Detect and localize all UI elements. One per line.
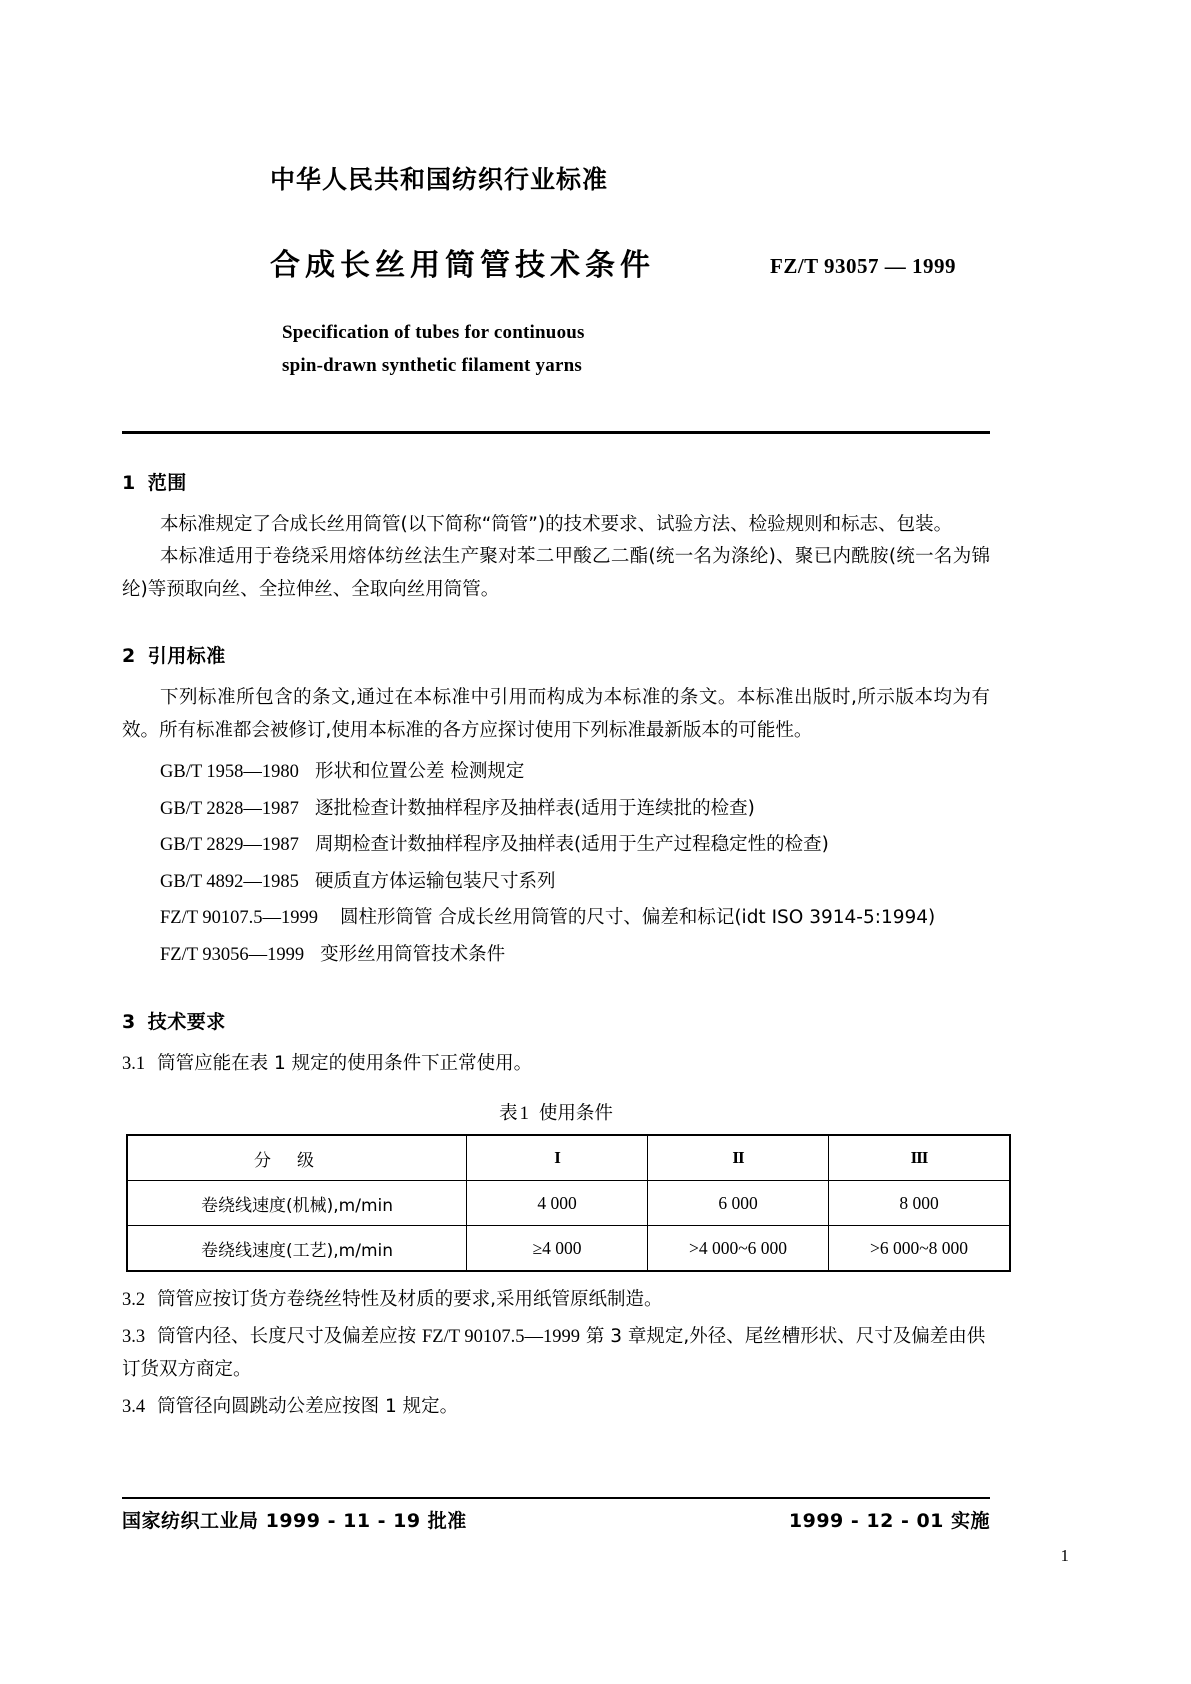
cell-process-grade-2	[648, 1226, 829, 1272]
footer-divider	[122, 1497, 990, 1499]
table-caption-label: 表	[499, 1103, 518, 1125]
clause-3-4	[122, 1391, 990, 1424]
table-header-grade-3	[829, 1135, 1011, 1181]
issuing-organization: 中华人民共和国纺织行业标准	[270, 165, 609, 194]
cell-mechanical-grade-3	[829, 1181, 1011, 1226]
section-2-paragraph-1: 下列标准所包含的条文,通过在本标准中引用而构成为本标准的条文。本标准出版时,所示版本均为有效。所有标准都会被修订,使用本标准的各方应探讨使用下列标准最新版本的可能性。	[122, 687, 990, 742]
section-1-paragraph-1: 本标准规定了合成长丝用筒管(以下简称“筒管”)的技术要求、试验方法、检验规则和标志、包装。	[160, 513, 953, 535]
reference-item	[122, 864, 990, 901]
section-number-3: 3	[122, 1011, 136, 1034]
standard-number: FZ/T 93057 — 1999	[770, 254, 957, 278]
table-header-grade-2	[648, 1135, 829, 1181]
grade-3-value: III	[910, 1148, 928, 1168]
grade-1-value: I	[554, 1148, 560, 1168]
footer-approval-text: 国家纺织工业局 1999 - 11 - 19 批准	[122, 1510, 467, 1532]
section-number-2: 2	[122, 645, 136, 668]
reference-code: GB/T 2828—1987	[160, 798, 299, 819]
clause-number-3-1: 3.1	[122, 1054, 146, 1075]
grade-2-value: II	[732, 1148, 744, 1168]
reference-code: FZ/T 90107.5—1999	[160, 908, 318, 929]
clause-3-3-reference-code: FZ/T 90107.5—1999	[422, 1327, 580, 1348]
table-header-row	[127, 1135, 1010, 1181]
document-title-en-line2: spin-drawn synthetic filament yarns	[282, 355, 582, 377]
table-row	[127, 1181, 1010, 1226]
reference-title: 逐批检查计数抽样程序及抽样表(适用于连续批的检查)	[314, 797, 755, 819]
table-caption-title: 使用条件	[538, 1103, 613, 1125]
clause-3-2	[122, 1284, 990, 1317]
section-heading-3	[122, 1007, 990, 1034]
document-title-en-line1: Specification of tubes for continuous	[282, 322, 585, 343]
table-use-conditions	[126, 1134, 1011, 1272]
reference-title: 硬质直方体运输包装尺寸系列	[314, 870, 556, 892]
row-label-mechanical-speed: 卷绕线速度(机械),m/min	[127, 1181, 467, 1226]
clause-text-3-1: 筒管应能在表 1 规定的使用条件下正常使用。	[157, 1053, 533, 1075]
clause-text-3-3-b: 第 3 章规定,外径、尾丝槽形状、尺寸及偏差由供订货双方商定。	[122, 1326, 986, 1380]
clause-number-3-3: 3.3	[122, 1327, 146, 1348]
cell-value: ≥4 000	[532, 1237, 582, 1258]
table-row	[127, 1226, 1010, 1272]
cell-value: 6 000	[718, 1192, 758, 1213]
cell-mechanical-grade-1	[467, 1181, 648, 1226]
clause-text-3-2: 筒管应按订货方卷绕丝特性及材质的要求,采用纸管原纸制造。	[157, 1289, 663, 1311]
document-title-en	[282, 316, 990, 383]
reference-code: GB/T 1958—1980	[160, 762, 299, 783]
cell-value: 4 000	[537, 1192, 577, 1213]
reference-code: FZ/T 93056—1999	[160, 944, 305, 965]
cell-value: >6 000~8 000	[869, 1237, 969, 1258]
section-1-paragraph-2: 本标准适用于卷绕采用熔体纺丝法生产聚对苯二甲酸乙二酯(统一名为涤纶)、聚已内酰胺(统一名为锦纶)等预取向丝、全拉伸丝、全取向丝用筒管。	[122, 546, 990, 601]
reference-item	[122, 754, 990, 791]
grade-label-text: 分级	[254, 1150, 340, 1171]
cell-process-grade-3	[829, 1226, 1011, 1272]
cell-value: 8 000	[899, 1192, 939, 1213]
reference-code: GB/T 4892—1985	[160, 871, 299, 892]
cell-process-grade-1	[467, 1226, 648, 1272]
reference-title: 形状和位置公差 检测规定	[314, 761, 525, 783]
document-title-cn: 合成长丝用筒管技术条件	[270, 248, 655, 283]
reference-code: GB/T 2829—1987	[160, 835, 299, 856]
reference-item	[122, 900, 990, 937]
reference-item	[122, 937, 990, 974]
clause-text-3-4: 筒管径向圆跳动公差应按图 1 规定。	[157, 1395, 459, 1417]
section-heading-1	[122, 468, 990, 495]
clause-3-1	[122, 1048, 990, 1081]
table-caption-number: 1	[519, 1104, 529, 1125]
header-divider	[122, 431, 990, 434]
page-footer	[122, 1506, 990, 1533]
title-row	[270, 240, 990, 284]
page-content	[122, 0, 990, 1424]
table-1-caption	[122, 1099, 990, 1125]
section-title-2: 引用标准	[147, 645, 226, 668]
section-number-1: 1	[122, 471, 136, 494]
page-number: 1	[1060, 1546, 1069, 1565]
section-title-1: 范围	[147, 471, 187, 494]
reference-title: 圆柱形筒管 合成长丝用筒管的尺寸、偏差和标记(idt ISO 3914-5:1994)	[339, 907, 936, 929]
reference-item	[122, 827, 990, 864]
normative-references-list	[122, 754, 990, 973]
clause-3-3	[122, 1321, 990, 1387]
reference-item	[122, 791, 990, 828]
table-header-grade-label	[127, 1135, 467, 1181]
clause-number-3-2: 3.2	[122, 1290, 146, 1311]
row-label-process-speed: 卷绕线速度(工艺),m/min	[127, 1226, 467, 1272]
section-heading-2	[122, 641, 990, 668]
cell-value: >4 000~6 000	[688, 1237, 788, 1258]
reference-title: 周期检查计数抽样程序及抽样表(适用于生产过程稳定性的检查)	[314, 834, 829, 856]
cell-mechanical-grade-2	[648, 1181, 829, 1226]
footer-effective-text: 1999 - 12 - 01 实施	[788, 1510, 990, 1532]
table-header-grade-1	[467, 1135, 648, 1181]
reference-title: 变形丝用筒管技术条件	[320, 943, 506, 965]
clause-number-3-4: 3.4	[122, 1396, 146, 1417]
clause-text-3-3-a: 筒管内径、长度尺寸及偏差应按	[157, 1326, 423, 1348]
section-title-3: 技术要求	[147, 1011, 226, 1034]
